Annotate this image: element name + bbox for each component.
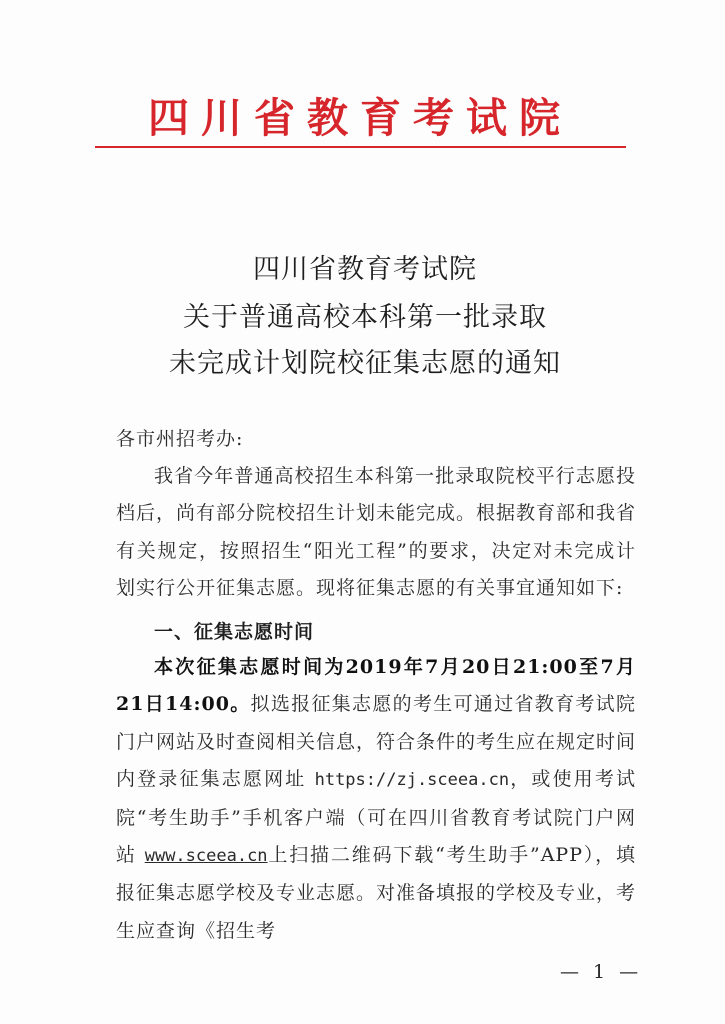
time-text-part-3: 上扫描二维码下载“考生助手”APP），填报征集志愿学校及专业志愿。对准备填报的学校及专业，考生应查询《招生考 (116, 844, 637, 942)
time-text-part-2: ，或使用考试院“考生助手”手机客户端（可在四川省教育考试院门户网站 (116, 768, 636, 867)
section-heading-time: 一、征集志愿时间 (154, 621, 315, 643)
header-red-rule (95, 146, 626, 148)
paragraph-intro: 我省今年普通高校招生本科第一批录取院校平行志愿投档后，尚有部分院校招生计划未能完成。根据教育部和我省有关规定，按照招生“阳光工程”的要求，决定对未完成计划实行公开征集志愿。现将征集志愿的有关事宜通知如下: (116, 465, 637, 600)
notice-title-line-2: 关于普通高校本科第一批录取 (183, 302, 547, 333)
notice-title-line-1: 四川省教育考试院 (253, 254, 477, 285)
org-header-title: 四川省教育考试院 (148, 94, 572, 142)
sceea-portal-link[interactable]: www.sceea.cn (144, 846, 268, 867)
zj-sceea-url: https://zj.sceea.cn (314, 770, 510, 791)
page-number: — 1 — (560, 961, 643, 983)
time-lead-sentence: 本次征集志愿时间为2019年7月20日21:00至7月21日14:00。 (116, 656, 636, 716)
paragraph-time-details (116, 649, 636, 950)
notice-title-line-3: 未完成计划院校征集志愿的通知 (169, 348, 561, 379)
time-text-part-1: 拟选报征集志愿的考生可通过省教育考试院门户网站及时查阅相关信息，符合条件的考生应在规定时间内登录征集志愿网址 (116, 693, 637, 791)
salutation: 各市州招考办: (116, 428, 244, 450)
